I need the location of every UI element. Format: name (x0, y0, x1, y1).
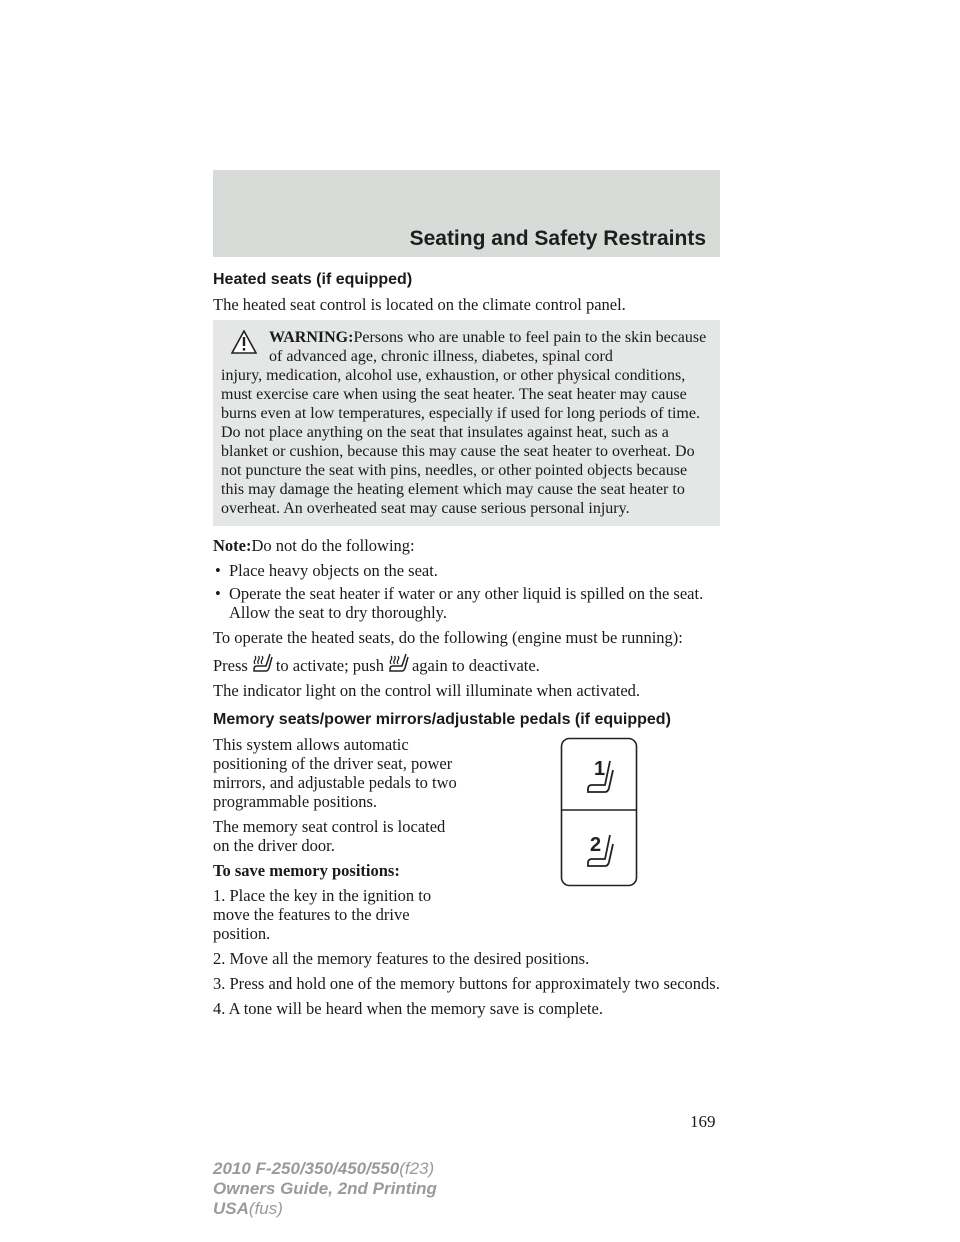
warning-first-lines (221, 328, 712, 366)
step-2: 2. Move all the memory features to the desired positions. (213, 949, 590, 968)
heated-seats-heading: Heated seats (if equipped) (213, 271, 413, 288)
memory-section (213, 735, 720, 943)
memory-text-column (213, 735, 463, 943)
press-instruction: Press to activate; push again to deactivate. (213, 653, 720, 675)
save-heading: To save memory positions: (213, 861, 400, 880)
heated-seat-icon (251, 653, 273, 673)
warning-first-text: Persons who are unable to feel pain to the skin because of advanced age, chronic illness, diabetes, spinal cord (269, 329, 707, 365)
step-4: 4. A tone will be heard when the memory save is complete. (213, 999, 603, 1018)
memory-buttons-illustration (560, 737, 638, 887)
note-label: Note: (213, 536, 252, 555)
page-content (213, 270, 720, 1024)
note-text: Do not do the following: (251, 536, 415, 555)
memory-location: The memory seat control is located on the driver door. (213, 817, 446, 855)
memory-intro: This system allows automatic positioning of the driver seat, power mirrors, and adjustable pedals to two programmable positions. (213, 735, 457, 811)
warning-body: injury, medication, alcohol use, exhaustion, or other physical conditions, must exercise care when using the seat heater. The seat heater may cause burns even at low temperatures, especially if used for long periods of time. Do not place anything on the seat that insulates against heat, such as a blanket or cushion, because this may cause the seat heater to overheat. Do not puncture the seat with pins, needles, or other pointed objects because this may damage the heating element which may cause the seat heater to overheat. An overheated seat may cause serious personal injury. (221, 367, 700, 517)
warning-box (213, 320, 720, 526)
page-number: 169 (690, 1112, 716, 1131)
section-title: Seating and Safety Restraints (409, 227, 706, 250)
heated-seats-intro: The heated seat control is located on the climate control panel. (213, 295, 626, 314)
step-3: 3. Press and hold one of the memory buttons for approximately two seconds. (213, 974, 720, 993)
document-footer: 2010 F-250/350/450/550(f23) Owners Guide, 2nd Printing USA(fus) (213, 1159, 437, 1218)
warning-label: WARNING: (269, 329, 354, 346)
note (213, 536, 720, 555)
list-item: • Place heavy objects on the seat. (215, 561, 438, 580)
step-1: 1. Place the key in the ignition to move the features to the drive position. (213, 886, 432, 943)
operate-instruction: To operate the heated seats, do the following (engine must be running): (213, 628, 683, 647)
memory-seats-heading: Memory seats/power mirrors/adjustable pedals (if equipped) (213, 711, 671, 728)
svg-text:2: 2 (590, 834, 602, 856)
indicator-note: The indicator light on the control will illuminate when activated. (213, 681, 641, 700)
svg-text:1: 1 (594, 758, 606, 780)
list-item: • Operate the seat heater if water or any other liquid is spilled on the seat. Allow the seat to dry thoroughly. (215, 584, 704, 622)
warning-triangle-icon (231, 330, 257, 354)
bullet-list (213, 561, 720, 622)
section-header-band (213, 170, 720, 257)
heated-seat-icon (387, 653, 409, 673)
